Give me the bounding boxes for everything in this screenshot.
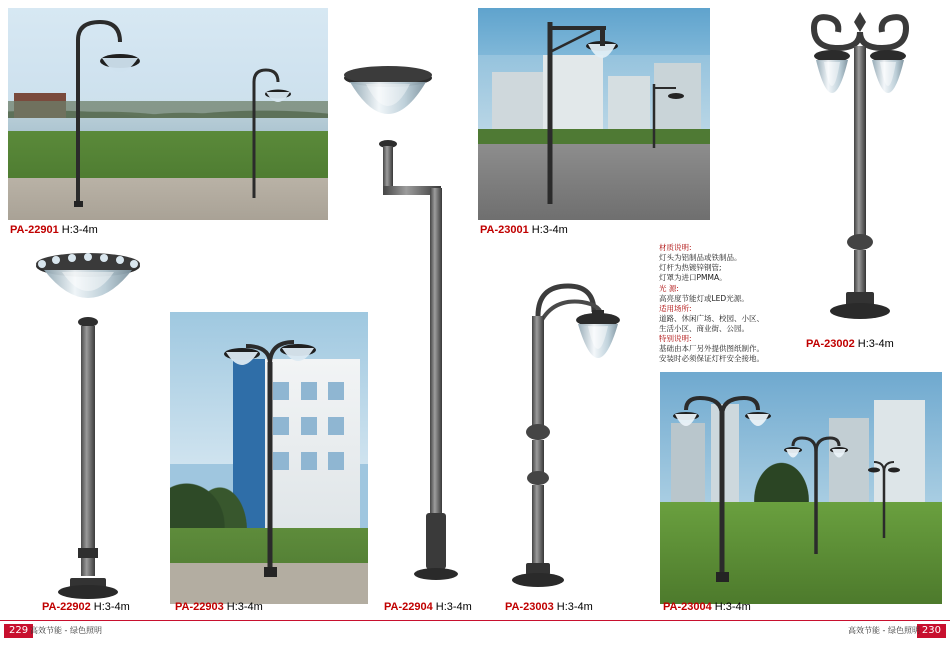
footer-divider	[0, 620, 950, 621]
product-height: H:3-4m	[714, 601, 751, 613]
spec-text-block	[659, 243, 771, 365]
product-code: PA-23003	[505, 601, 554, 613]
spec-material-line-3: 灯罩为进口PMMA。	[659, 273, 727, 283]
product-drawing-pa-23002	[778, 6, 942, 332]
caption-pa-23001	[480, 224, 568, 236]
caption-pa-22903	[175, 601, 263, 613]
spec-material-title: 材质说明:	[659, 243, 692, 252]
product-code: PA-22904	[384, 601, 433, 613]
product-code: PA-22901	[10, 224, 59, 236]
page-number-right: 230	[917, 624, 946, 638]
spec-use-line-2: 生活小区、商业街、公园。	[659, 324, 749, 333]
product-code: PA-23004	[663, 601, 712, 613]
product-code: PA-22903	[175, 601, 224, 613]
product-drawing-pa-23003	[490, 272, 640, 602]
product-photo-pa-22903	[170, 312, 368, 604]
spec-material-line-2: 灯杆为热镀锌钢管;	[659, 263, 722, 273]
product-drawing-pa-22902	[18, 248, 158, 600]
caption-pa-23002	[806, 338, 894, 350]
caption-pa-22904	[384, 601, 472, 613]
footer-text-left: 高效节能 - 绿色照明	[30, 626, 102, 635]
spec-use-line-1: 道路、休闲广场、校园、小区、	[659, 313, 764, 323]
spec-material-line-1: 灯头为铝制品或铁制品。	[659, 253, 742, 263]
product-height: H:3-4m	[556, 601, 593, 613]
product-height: H:3-4m	[93, 601, 130, 613]
photo-lamp-overlay	[478, 8, 710, 220]
product-photo-pa-23004	[660, 372, 942, 604]
product-height: H:3-4m	[61, 224, 98, 236]
product-code: PA-23002	[806, 338, 855, 350]
caption-pa-22902	[42, 601, 130, 613]
caption-pa-23003	[505, 601, 593, 613]
spec-light-line-1: 高亮度节能灯或LED光源。	[659, 293, 749, 303]
product-height: H:3-4m	[435, 601, 472, 613]
photo-lamp-overlay	[170, 312, 368, 604]
product-photo-pa-22901	[8, 8, 328, 220]
spec-light-title: 光 源:	[659, 283, 679, 293]
caption-pa-23004	[663, 601, 751, 613]
product-height: H:3-4m	[226, 601, 263, 613]
caption-pa-22901	[10, 224, 98, 236]
footer-text-right: 高效节能 - 绿色照明	[848, 626, 920, 635]
product-code: PA-23001	[480, 224, 529, 236]
page-number-left: 229	[4, 624, 33, 638]
product-height: H:3-4m	[531, 224, 568, 236]
spec-use-title: 适用场所:	[659, 303, 692, 313]
product-code: PA-22902	[42, 601, 91, 613]
spec-note-line-2: 安装时必须保证灯杆安全接地。	[659, 354, 764, 364]
spec-note-title: 特别说明:	[659, 334, 692, 344]
product-photo-pa-23001	[478, 8, 710, 220]
product-drawing-pa-22904	[340, 58, 470, 604]
spec-note-line-1: 基础由本厂另外提供图纸制作。	[659, 344, 764, 354]
photo-lamp-overlay	[660, 372, 942, 604]
photo-lamp-overlay	[8, 8, 328, 220]
product-height: H:3-4m	[857, 338, 894, 350]
